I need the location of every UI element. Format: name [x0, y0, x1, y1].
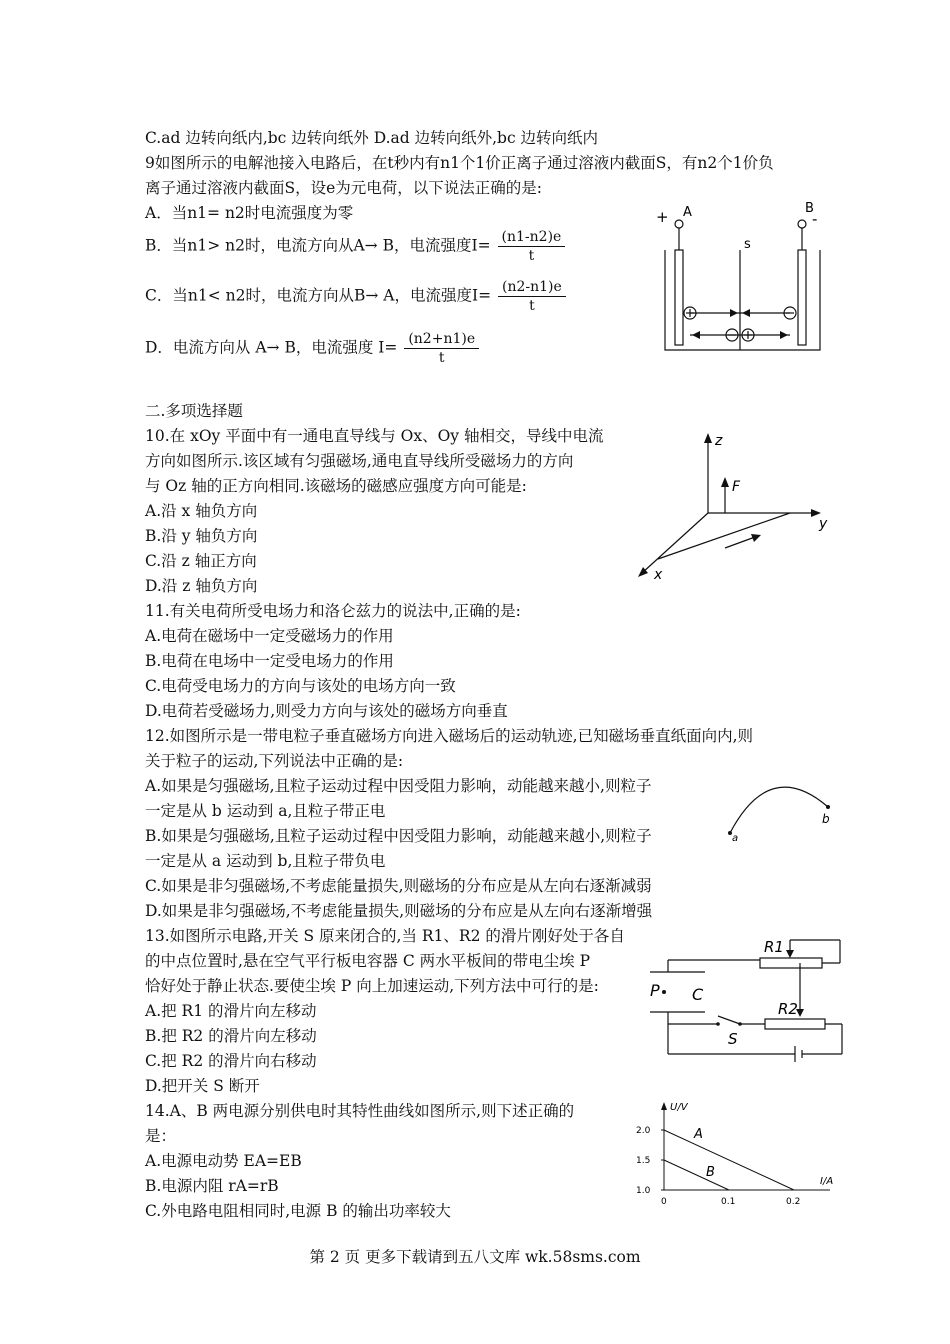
- q10-option-a: A.沿 x 轴负方向: [145, 502, 258, 520]
- q10-stem-3: 与 Oz 轴的正方向相同.该磁场的磁感应强度方向可能是:: [145, 477, 527, 495]
- label-s: s: [744, 237, 751, 252]
- q9-option-b-fraction: [498, 228, 566, 265]
- q9-option-a: A．当n1= n2时电流强度为零: [145, 204, 354, 222]
- plus-sign: +: [656, 208, 669, 226]
- label-p: P: [650, 981, 660, 1000]
- minus-sign: -: [812, 210, 818, 228]
- q12-option-b-2: 一定是从 a 运动到 b,且粒子带负电: [145, 852, 386, 870]
- q9-option-d-fraction: [404, 330, 479, 367]
- q11-option-d: D.电荷若受磁场力,则受力方向与该处的磁场方向垂直: [145, 702, 508, 720]
- label-r1: R1: [764, 938, 784, 956]
- q11-option-c: C.电荷受电场力的方向与该处的电场方向一致: [145, 677, 456, 695]
- arrow-left-icon: [692, 331, 700, 339]
- point-b: [826, 805, 830, 809]
- force-label: F: [732, 479, 741, 495]
- q13-option-d: D.把开关 S 断开: [145, 1077, 260, 1095]
- y-ticks: [636, 1126, 664, 1196]
- q11-stem: 11.有关电荷所受电场力和洛仑兹力的说法中,正确的是:: [145, 602, 521, 620]
- q14-option-b: B.电源内阻 rA=rB: [145, 1177, 279, 1195]
- q12-option-a-2: 一定是从 b 运动到 a,且粒子带正电: [145, 802, 386, 820]
- q12-option-c: C.如果是非匀强磁场,不考虑能量损失,则磁场的分布应是从左向右逐渐减弱: [145, 877, 652, 895]
- line-a: [664, 1130, 794, 1190]
- label-b: B: [805, 201, 814, 216]
- q9-option-c-text: C．当n1< n2时，电流方向从B→ A，电流强度I=: [145, 286, 492, 305]
- y-tick-label: 2.0: [636, 1126, 651, 1136]
- terminal-b: [798, 220, 806, 228]
- q9-stem-1: 9如图所示的电解池接入电路后，在t秒内有n1个1价正离子通过溶液内截面S，有n2个1价负: [145, 154, 774, 172]
- dust-particle-p: [662, 990, 666, 994]
- x-tick-label: 0: [661, 1197, 667, 1207]
- q14-stem-1: 14.A、B 两电源分别供电时其特性曲线如图所示,则下述正确的: [145, 1102, 575, 1120]
- q13-option-b: B.把 R2 的滑片向左移动: [145, 1027, 317, 1045]
- q9-option-c-fraction: [498, 278, 566, 315]
- q12-stem-2: 关于粒子的运动,下列说法中正确的是:: [145, 752, 404, 770]
- switch-contact: [716, 1022, 720, 1026]
- q14-option-c: C.外电路电阻相同时,电源 B 的输出功率较大: [145, 1202, 451, 1220]
- q9-option-d: [145, 330, 479, 367]
- electrode-a: [675, 250, 683, 345]
- xlabel: I/A: [820, 1176, 834, 1187]
- fraction-numerator: (n1-n2)e: [498, 228, 566, 247]
- x-tick-label: 0.2: [786, 1197, 801, 1207]
- q13-circuit-figure: [640, 930, 850, 1060]
- q12-stem-1: 12.如图所示是一带电粒子垂直磁场方向进入磁场后的运动轨迹,已知磁场垂直纸面向内,则: [145, 727, 754, 745]
- current-wire: [658, 513, 790, 559]
- q13-option-c: C.把 R2 的滑片向右移动: [145, 1052, 317, 1070]
- arrow-right-icon: [780, 331, 788, 339]
- terminal-a: [675, 220, 683, 228]
- q13-stem-3: 恰好处于静止状态.要使尘埃 P 向上加速运动,下列方法中可行的是:: [145, 977, 599, 995]
- slider-arrow-icon: [786, 950, 794, 958]
- q10-axes-figure: [630, 425, 840, 585]
- arrow-left-icon: [742, 309, 750, 317]
- q10-stem-1: 10.在 xOy 平面中有一通电直导线与 Ox、Oy 轴相交，导线中电流: [145, 427, 604, 445]
- resistor-r2: [765, 1019, 825, 1029]
- arrow-up-icon: [704, 433, 712, 443]
- line-b: [664, 1160, 729, 1190]
- q12-option-d: D.如果是非匀强磁场,不考虑能量损失,则磁场的分布应是从左向右逐渐增强: [145, 902, 653, 920]
- q9-option-c: [145, 278, 566, 315]
- q9-electrolysis-figure: [650, 200, 830, 355]
- ylabel: U/V: [670, 1102, 688, 1113]
- label-s: S: [728, 1030, 738, 1048]
- q13-option-a: A.把 R1 的滑片向左移动: [145, 1002, 317, 1020]
- x-ticks: [661, 1197, 800, 1207]
- y-label: y: [819, 516, 828, 532]
- fraction-denominator: t: [528, 248, 535, 264]
- q11-option-a: A.电荷在磁场中一定受磁场力的作用: [145, 627, 394, 645]
- q10-stem-2: 方向如图所示.该区域有匀强磁场,通电直导线所受磁场力的方向: [145, 452, 574, 470]
- trajectory-arc: [730, 787, 828, 833]
- label-a: A: [694, 1127, 703, 1142]
- q12-option-a-1: A.如果是匀强磁场,且粒子运动过程中因受阻力影响，动能越来越小,则粒子: [145, 777, 652, 795]
- q9-option-d-text: D．电流方向从 A→ B，电流强度 I=: [145, 338, 398, 357]
- q12-trajectory-figure: [710, 775, 840, 850]
- q13-stem-1: 13.如图所示电路,开关 S 原来闭合的,当 R1、R2 的滑片刚好处于各自: [145, 927, 625, 945]
- q14-ui-chart: [630, 1098, 850, 1210]
- switch-contact: [738, 1022, 742, 1026]
- q10-option-c: C.沿 z 轴正方向: [145, 552, 257, 570]
- fraction-numerator: (n2+n1)e: [404, 330, 479, 349]
- q14-stem-2: 是：: [145, 1127, 177, 1145]
- q14-option-a: A.电源电动势 EA=EB: [145, 1152, 302, 1170]
- x-axis: [642, 513, 708, 573]
- arrow-right-icon: [730, 309, 738, 317]
- q10-option-d: D.沿 z 轴负方向: [145, 577, 258, 595]
- label-r2: R2: [778, 1000, 798, 1018]
- arrow-right-icon: [751, 534, 761, 542]
- y-tick-label: 1.5: [636, 1156, 651, 1166]
- z-label: z: [715, 433, 723, 449]
- electrode-b: [798, 250, 806, 345]
- q9-stem-2: 离子通过溶液内截面S，设e为元电荷，以下说法正确的是:: [145, 179, 543, 197]
- label-c: C: [692, 985, 704, 1004]
- q12-option-b-1: B.如果是匀强磁场,且粒子运动过程中因受阻力影响，动能越来越小,则粒子: [145, 827, 652, 845]
- fraction-denominator: t: [438, 350, 445, 366]
- x-label: x: [654, 567, 663, 583]
- label-b: b: [822, 812, 830, 826]
- resistor-r1: [760, 958, 822, 968]
- current-direction-arrow: [725, 537, 755, 548]
- label-b: B: [706, 1165, 715, 1180]
- page-footer: 第 2 页 更多下载请到五八文库 wk.58sms.com: [309, 1248, 641, 1266]
- fraction-denominator: t: [529, 298, 535, 314]
- section-title: 二.多项选择题: [145, 402, 243, 420]
- switch-s: [718, 1016, 740, 1024]
- label-a: a: [732, 833, 739, 844]
- arrow-up-icon: [721, 477, 729, 487]
- fraction-numerator: (n2-n1)e: [498, 278, 566, 297]
- q9-option-b-text: B．当n1> n2时，电流方向从A→ B，电流强度I=: [145, 236, 491, 255]
- label-a: A: [683, 205, 692, 220]
- q10-option-b: B.沿 y 轴负方向: [145, 527, 258, 545]
- q13-stem-2: 的中点位置时,悬在空气平行板电容器 C 两水平板间的带电尘埃 P: [145, 952, 590, 970]
- x-tick-label: 0.1: [721, 1197, 736, 1207]
- y-tick-label: 1.0: [636, 1186, 651, 1196]
- arrow-up-icon: [661, 1102, 667, 1110]
- q9-option-b: [145, 228, 565, 265]
- q11-option-b: B.电荷在电场中一定受电场力的作用: [145, 652, 394, 670]
- q8-options-cd: C.ad 边转向纸内,bc 边转向纸外 D.ad 边转向纸外,bc 边转向纸内: [145, 129, 599, 147]
